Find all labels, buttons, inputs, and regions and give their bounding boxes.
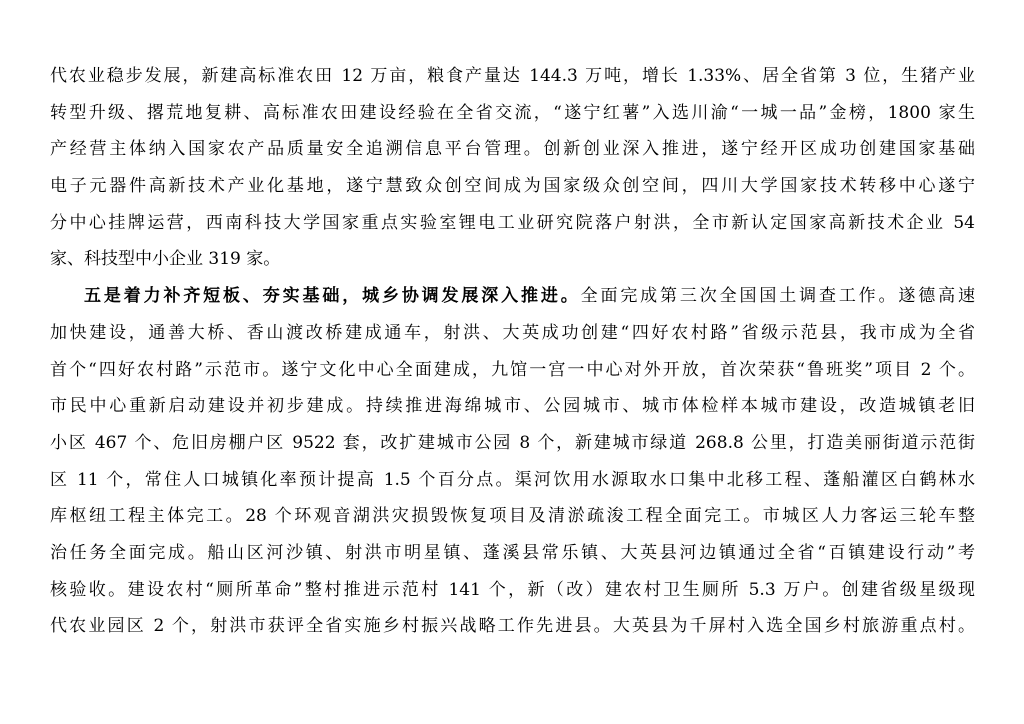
text-line: 电子元器件高新技术产业化基地，遂宁慧致众创空间成为国家级众创空间，四川大学国家技术转移中心遂宁 [50,176,975,197]
document-body [50,58,975,645]
paragraph-first-line [50,278,975,315]
text-line: 加快建设，通善大桥、香山渡改桥建成通车，射洪、大英成功创建“四好农村路”省级示范县，我市成为全省 [50,322,975,343]
paragraph-urban-rural [50,278,975,645]
text-line: 核验收。建设农村“厕所革命”整村推进示范村 141 个，新（改）建农村卫生厕所 5.3 万户。创建省级星级现 [50,579,975,600]
paragraph-agriculture-innovation [50,58,975,278]
text-line: 代农业稳步发展，新建高标准农田 12 万亩，粮食产量达 144.3 万吨，增长 1.33%、居全省第 3 位，生猪产业 [50,66,975,86]
text-line: 区 11 个，常住人口城镇化率预计提高 1.5 个百分点。渠河饮用水源取水口集中北移工程、蓬船灌区白鹤林水 [50,469,975,490]
text-line: 库枢纽工程主体完工。28 个环观音湖洪灾损毁恢复项目及清淤疏浚工程全面完工。市城区人力客运三轮车整 [50,506,975,527]
text-line: 市民中心重新启动建设并初步建成。持续推进海绵城市、公园城市、城市体检样本城市建设，改造城镇老旧 [50,396,975,417]
paragraph-heading: 五是着力补齐短板、夯实基础，城乡协调发展深入推进。 [84,286,581,307]
text-span: 全面完成第三次全国国土调查工作。遂德高速 [580,286,976,307]
text-line: 分中心挂牌运营，西南科技大学国家重点实验室锂电工业研究院落户射洪，全市新认定国家高新技术企业 54 [50,212,975,233]
text-line: 产经营主体纳入国家农产品质量安全追溯信息平台管理。创新创业深入推进，遂宁经开区成功创建国家基础 [50,139,975,160]
text-line: 小区 467 个、危旧房棚户区 9522 套，改扩建城市公园 8 个，新建城市绿道 268.8 公里，打造美丽街道示范街 [50,432,975,453]
text-line: 转型升级、撂荒地复耕、高标准农田建设经验在全省交流，“遂宁红薯”入选川渝“一城一品”金榜，1800 家生 [50,102,975,123]
text-line: 首个“四好农村路”示范市。遂宁文化中心全面建成，九馆一宫一中心对外开放，首次荣获“鲁班奖”项目 2 个。 [50,359,975,380]
text-line: 家、科技型中小企业 319 家。 [50,249,281,270]
text-line: 代农业园区 2 个，射洪市获评全省实施乡村振兴战略工作先进县。大英县为千屏村入选全国乡村旅游重点村。 [50,616,975,637]
text-line: 治任务全面完成。船山区河沙镇、射洪市明星镇、蓬溪县常乐镇、大英县河边镇通过全省“百镇建设行动”考 [50,542,975,563]
